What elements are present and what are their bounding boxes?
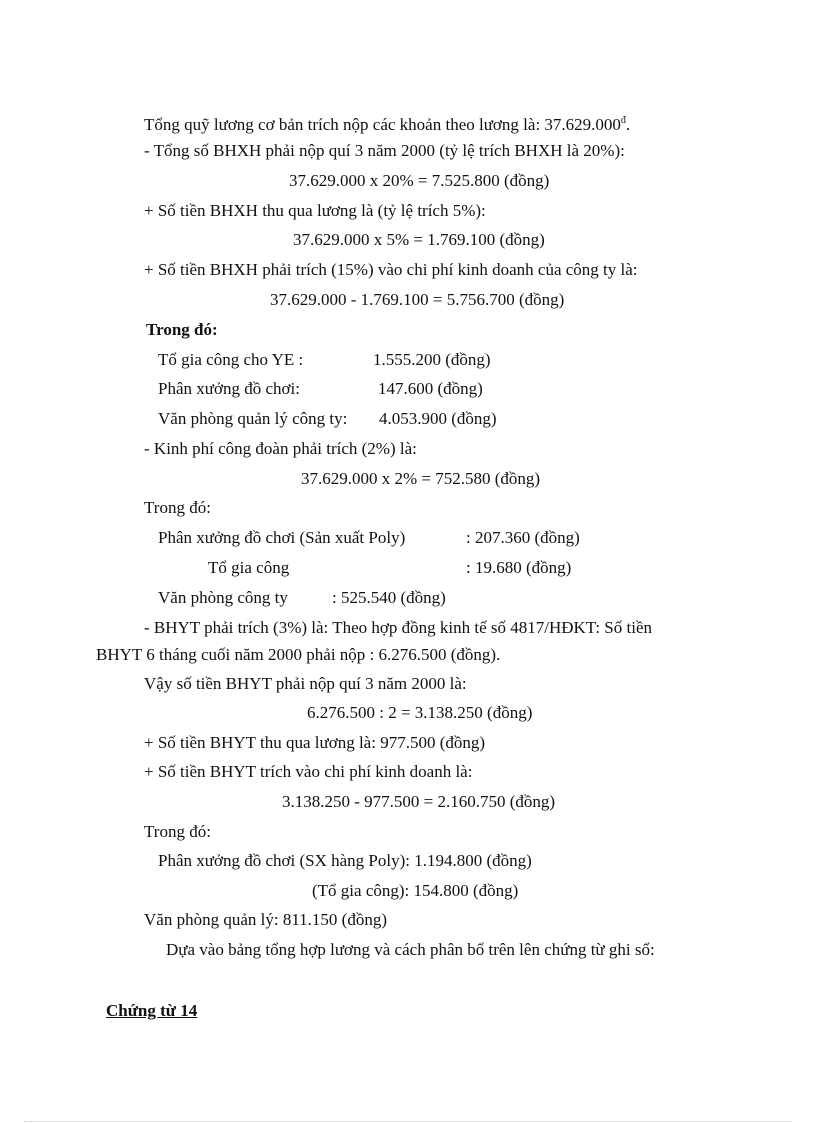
bhxh-salary-formula: 37.629.000 x 5% = 1.769.100 (đồng)	[293, 230, 545, 249]
bhxh-total-heading: - Tổng số BHXH phải nộp quí 3 năm 2000 (tỷ lệ trích BHXH là 20%):	[144, 141, 625, 160]
breakdown-1-label-1: Tổ gia công cho YE :	[158, 350, 304, 369]
page-bottom-divider	[24, 1121, 792, 1122]
breakdown-2-label-2: Tổ gia công	[208, 558, 290, 577]
bhxh-total-formula: 37.629.000 x 20% = 7.525.800 (đồng)	[289, 171, 550, 190]
breakdown-2-label-1: Phân xưởng đồ chơi (Sản xuất Poly)	[158, 528, 406, 547]
breakdown-2-label-3: Văn phòng công ty	[158, 588, 288, 607]
breakdown-heading-2: Trong đó:	[144, 498, 211, 517]
bhxh-salary-heading: + Số tiền BHXH thu qua lương là (tỷ lệ trích 5%):	[144, 201, 486, 220]
breakdown-1-value-1: 1.555.200 (đồng)	[373, 350, 491, 369]
breakdown-2-value-2: : 19.680 (đồng)	[466, 558, 572, 577]
union-fee-formula: 37.629.000 x 2% = 752.580 (đồng)	[301, 469, 541, 488]
breakdown-2-value-3: : 525.540 (đồng)	[332, 588, 446, 607]
bhxh-expense-formula: 37.629.000 - 1.769.100 = 5.756.700 (đồng)	[270, 290, 565, 309]
breakdown-3-line-2: (Tổ gia công): 154.800 (đồng)	[312, 881, 519, 900]
total-salary-line	[144, 111, 630, 135]
bhxh-expense-heading: + Số tiền BHXH phải trích (15%) vào chi phí kinh doanh của công ty là:	[144, 260, 638, 279]
bhyt-expense-formula: 3.138.250 - 977.500 = 2.160.750 (đồng)	[282, 792, 556, 811]
closing-paragraph: Dựa vào bảng tổng hợp lương và cách phân bổ trên lên chứng từ ghi sổ:	[166, 940, 655, 959]
bhyt-expense-heading: + Số tiền BHYT trích vào chi phí kinh doanh là:	[144, 762, 473, 781]
bhyt-salary-line: + Số tiền BHYT thu qua lương là: 977.500 (đồng)	[144, 733, 486, 752]
bhyt-quarter-heading: Vậy số tiền BHYT phải nộp quí 3 năm 2000 là:	[144, 674, 467, 693]
bhyt-heading: - BHYT phải trích (3%) là: Theo hợp đồng kinh tế số 4817/HĐKT: Số tiền	[144, 618, 653, 637]
breakdown-3-line-3: Văn phòng quản lý: 811.150 (đồng)	[144, 910, 388, 929]
currency-mark: đ	[620, 115, 626, 126]
bhyt-heading-continued: BHYT 6 tháng cuối năm 2000 phải nộp : 6.276.500 (đồng).	[96, 645, 501, 664]
section-heading-voucher-14: Chứng từ 14	[106, 1001, 198, 1020]
breakdown-1-value-2: 147.600 (đồng)	[378, 379, 483, 398]
total-salary-end: .	[625, 115, 631, 134]
breakdown-1-value-3: 4.053.900 (đồng)	[379, 409, 497, 428]
breakdown-3-line-1: Phân xưởng đồ chơi (SX hàng Poly): 1.194.800 (đồng)	[158, 851, 532, 870]
union-fee-heading: - Kinh phí công đoàn phải trích (2%) là:	[144, 439, 417, 458]
breakdown-1-label-2: Phân xưởng đồ chơi:	[158, 379, 300, 398]
breakdown-heading-3: Trong đó:	[144, 822, 211, 841]
bhyt-quarter-formula: 6.276.500 : 2 = 3.138.250 (đồng)	[307, 703, 533, 722]
breakdown-1-label-3: Văn phòng quản lý công ty:	[158, 409, 348, 428]
breakdown-heading-1: Trong đó:	[146, 320, 218, 339]
breakdown-2-value-1: : 207.360 (đồng)	[466, 528, 580, 547]
total-salary-text: Tổng quỹ lương cơ bản trích nộp các khoản theo lương là: 37.629.000	[144, 115, 621, 134]
